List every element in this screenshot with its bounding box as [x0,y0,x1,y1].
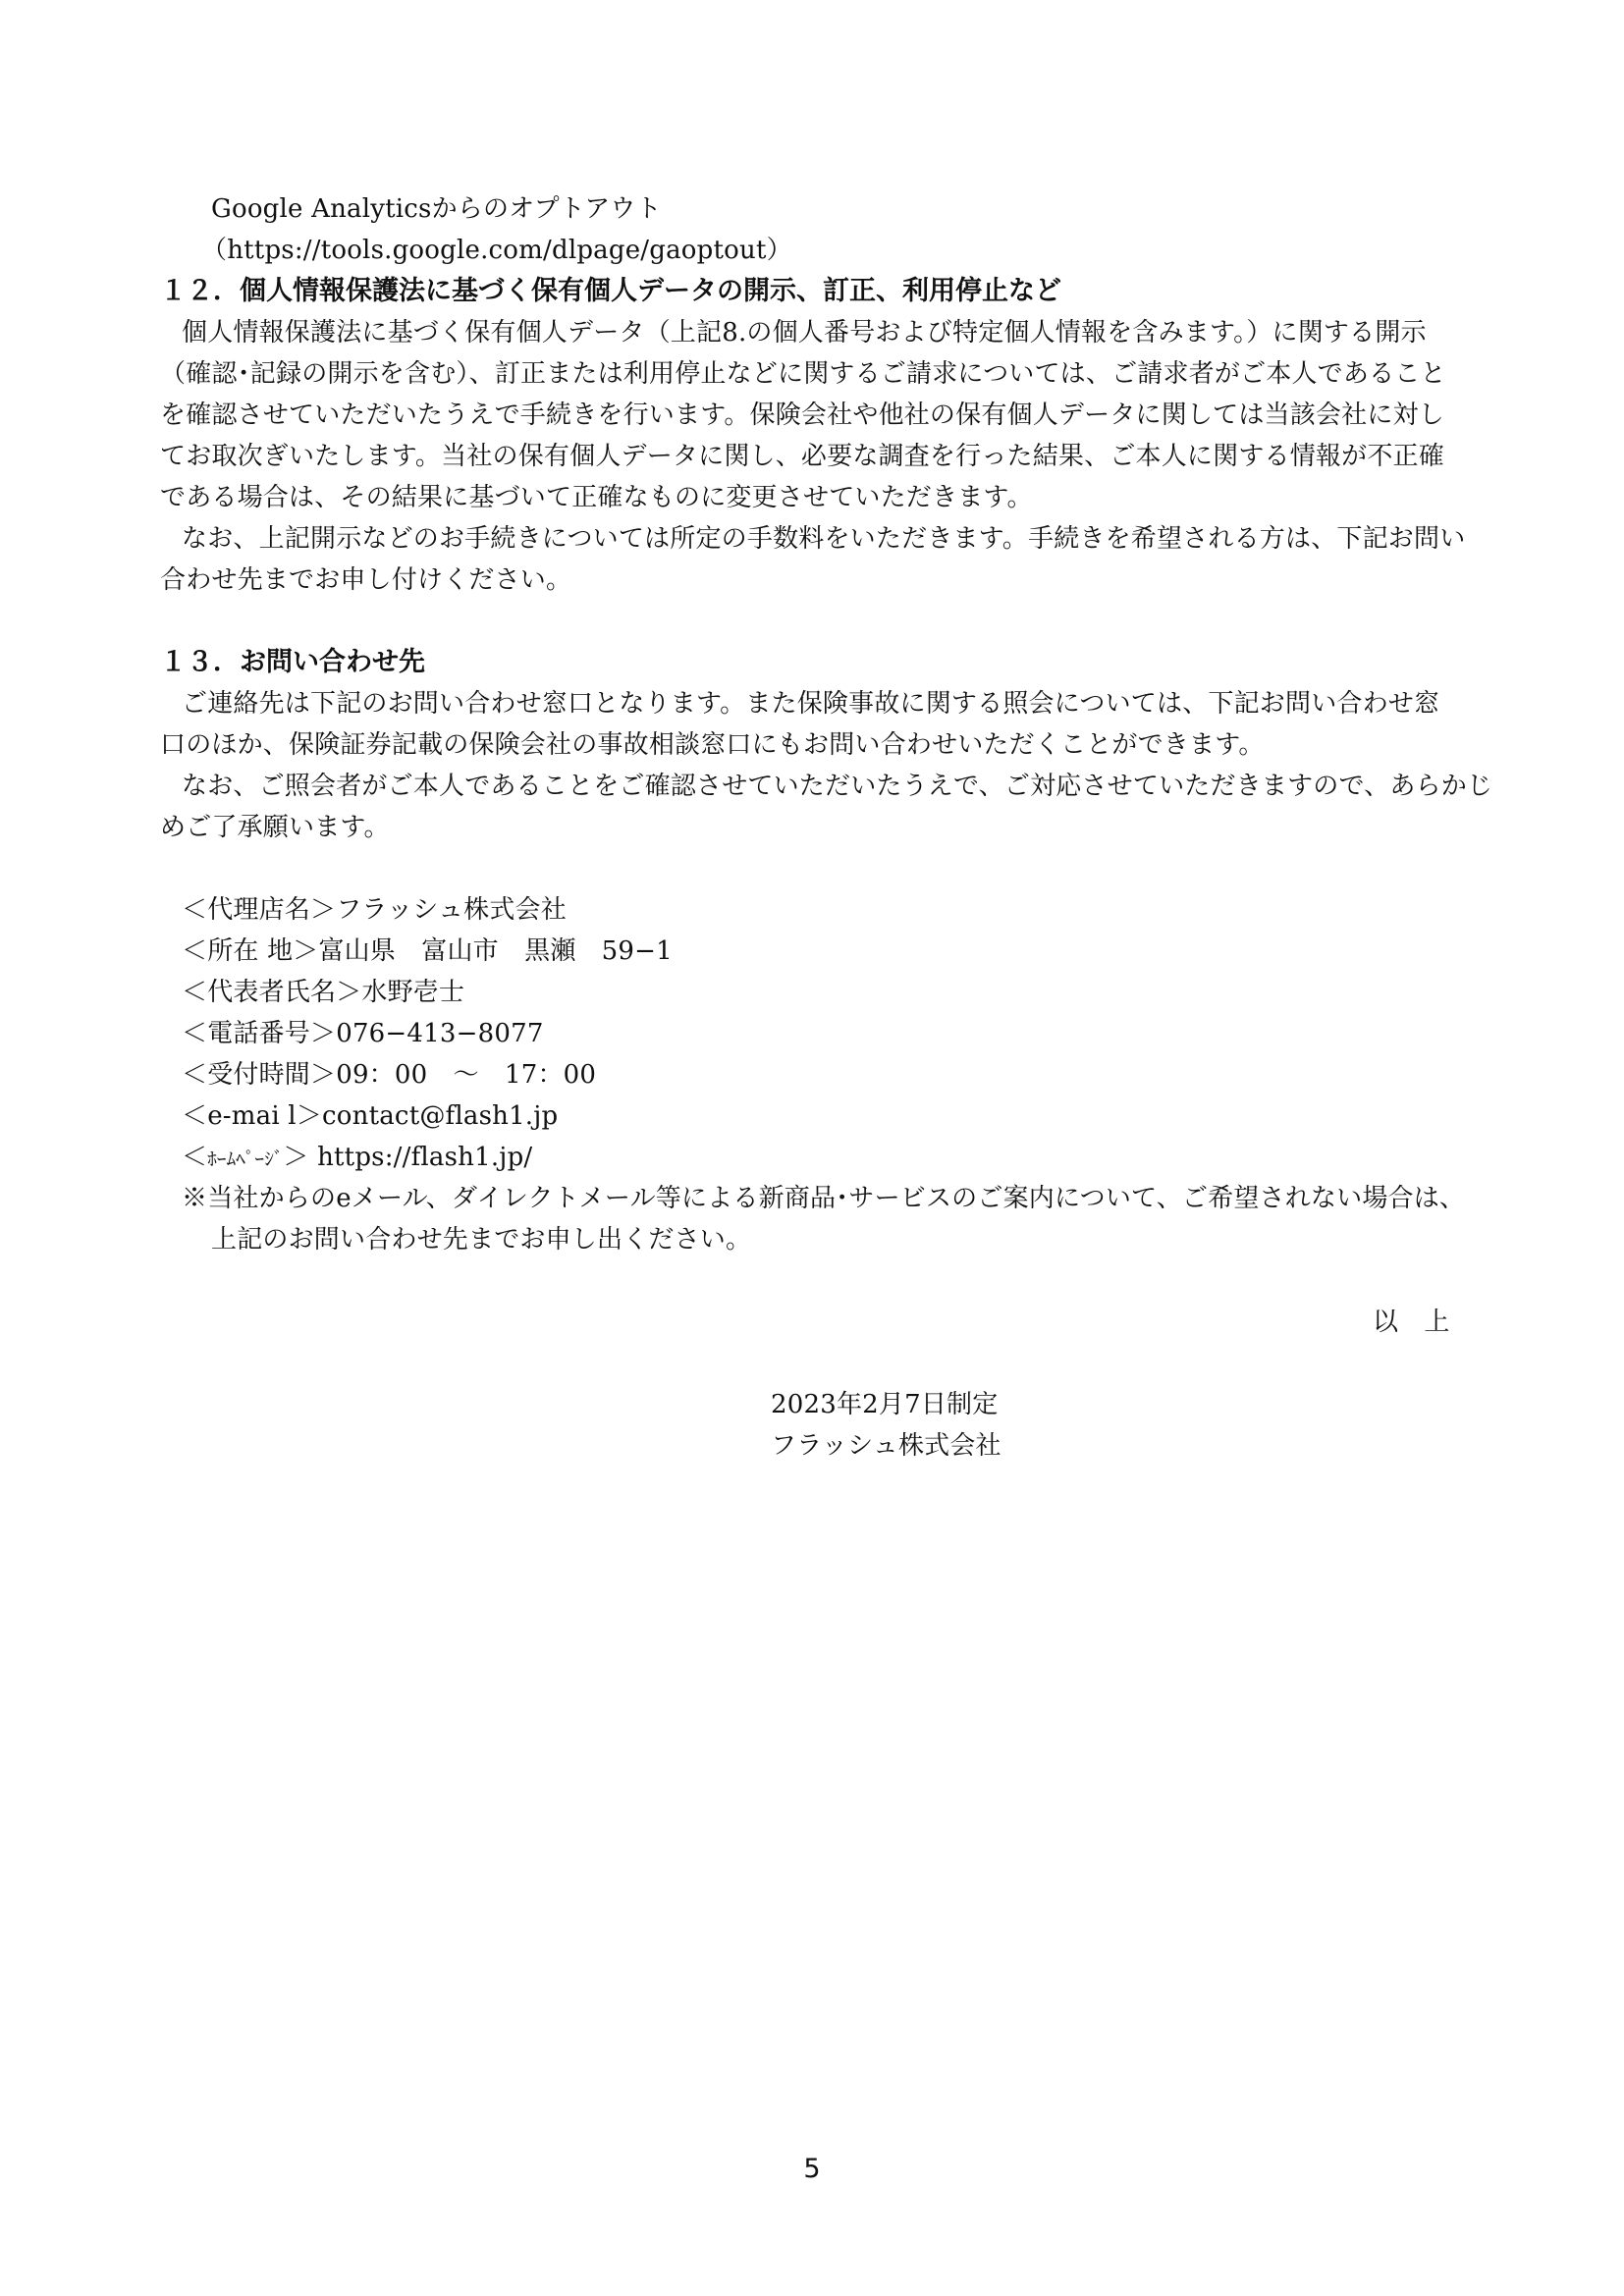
closing-mark: 以 上 [1373,1308,1450,1337]
section-12-paragraph-1-line: （確認･記録の開示を含む）、訂正または利用停止などに関するご請求については、ご請求者がご本人であること [160,359,1446,389]
contact-hours: ＜受付時間＞09：00 ～ 17：00 [182,1060,597,1090]
section-13-paragraph-1-line: ご連絡先は下記のお問い合わせ窓口となります。また保険事故に関する照会については、下記お問い合わせ窓 [182,689,1440,719]
section-12-paragraph-1-line: である場合は、その結果に基づいて正確なものに変更させていただきます。 [160,483,1033,512]
company-name: フラッシュ株式会社 [771,1431,1001,1461]
contact-homepage-open: ＜ [182,1143,208,1172]
section-12-paragraph-1-line: 個人情報保護法に基づく保有個人データ（上記8.の個人番号および特定個人情報を含みます。）に関する開示 [182,318,1427,347]
page-number: 5 [803,2154,821,2184]
contact-representative: ＜代表者氏名＞水野壱士 [182,978,465,1007]
section-13-heading: １３．お問い合わせ先 [160,647,425,677]
contact-agency: ＜代理店名＞フラッシュ株式会社 [182,895,567,925]
contact-note-line: ※当社からのeメール、ダイレクトメール等による新商品･サービスのご案内について、ご希望されない場合は、 [182,1184,1466,1213]
section-12-paragraph-1-line: を確認させていただいたうえで手続きを行います。保険会社や他社の保有個人データに関しては当該会社に対し [160,400,1444,430]
contact-address: ＜所在 地＞富山県 富山市 黒瀬 59−1 [182,936,673,966]
section-13-paragraph-1-line: 口のほか、保険証券記載の保険会社の事故相談窓口にもお問い合わせいただくことができます。 [160,730,1265,760]
established-date: 2023年2月7日制定 [771,1390,999,1419]
section-12-heading: １２．個人情報保護法に基づく保有個人データの開示、訂正、利用停止など [160,276,1061,306]
contact-homepage [182,1137,532,1180]
contact-email: ＜e-mai l＞contact@flash1.jp [182,1101,559,1131]
contact-homepage-url: ＞ https://flash1.jp/ [283,1143,533,1172]
section-12-paragraph-1-line: てお取次ぎいたします。当社の保有個人データに関し、必要な調査を行った結果、ご本人に関する情報が不正確 [160,442,1444,471]
optout-url: （https://tools.google.com/dlpage/gaoptout） [201,236,792,265]
contact-note-line: 上記のお問い合わせ先までお申し出ください。 [211,1225,752,1255]
section-12-paragraph-2-line: 合わせ先までお申し付けください。 [160,565,572,595]
contact-homepage-label: ﾎｰﾑﾍﾟｰｼﾞ [207,1148,284,1170]
section-13-paragraph-2-line: なお、ご照会者がご本人であることをご確認させていただいたうえで、ご対応させていただきますので、あらかじ [182,772,1493,801]
section-13-paragraph-2-line: めご了承願います。 [160,813,390,842]
contact-phone: ＜電話番号＞076−413−8077 [182,1019,544,1048]
section-12-paragraph-2-line: なお、上記開示などのお手続きについては所定の手数料をいただきます。手続きを希望される方は、下記お問い [182,524,1466,554]
optout-line: Google Analyticsからのオプトアウト [211,194,662,224]
